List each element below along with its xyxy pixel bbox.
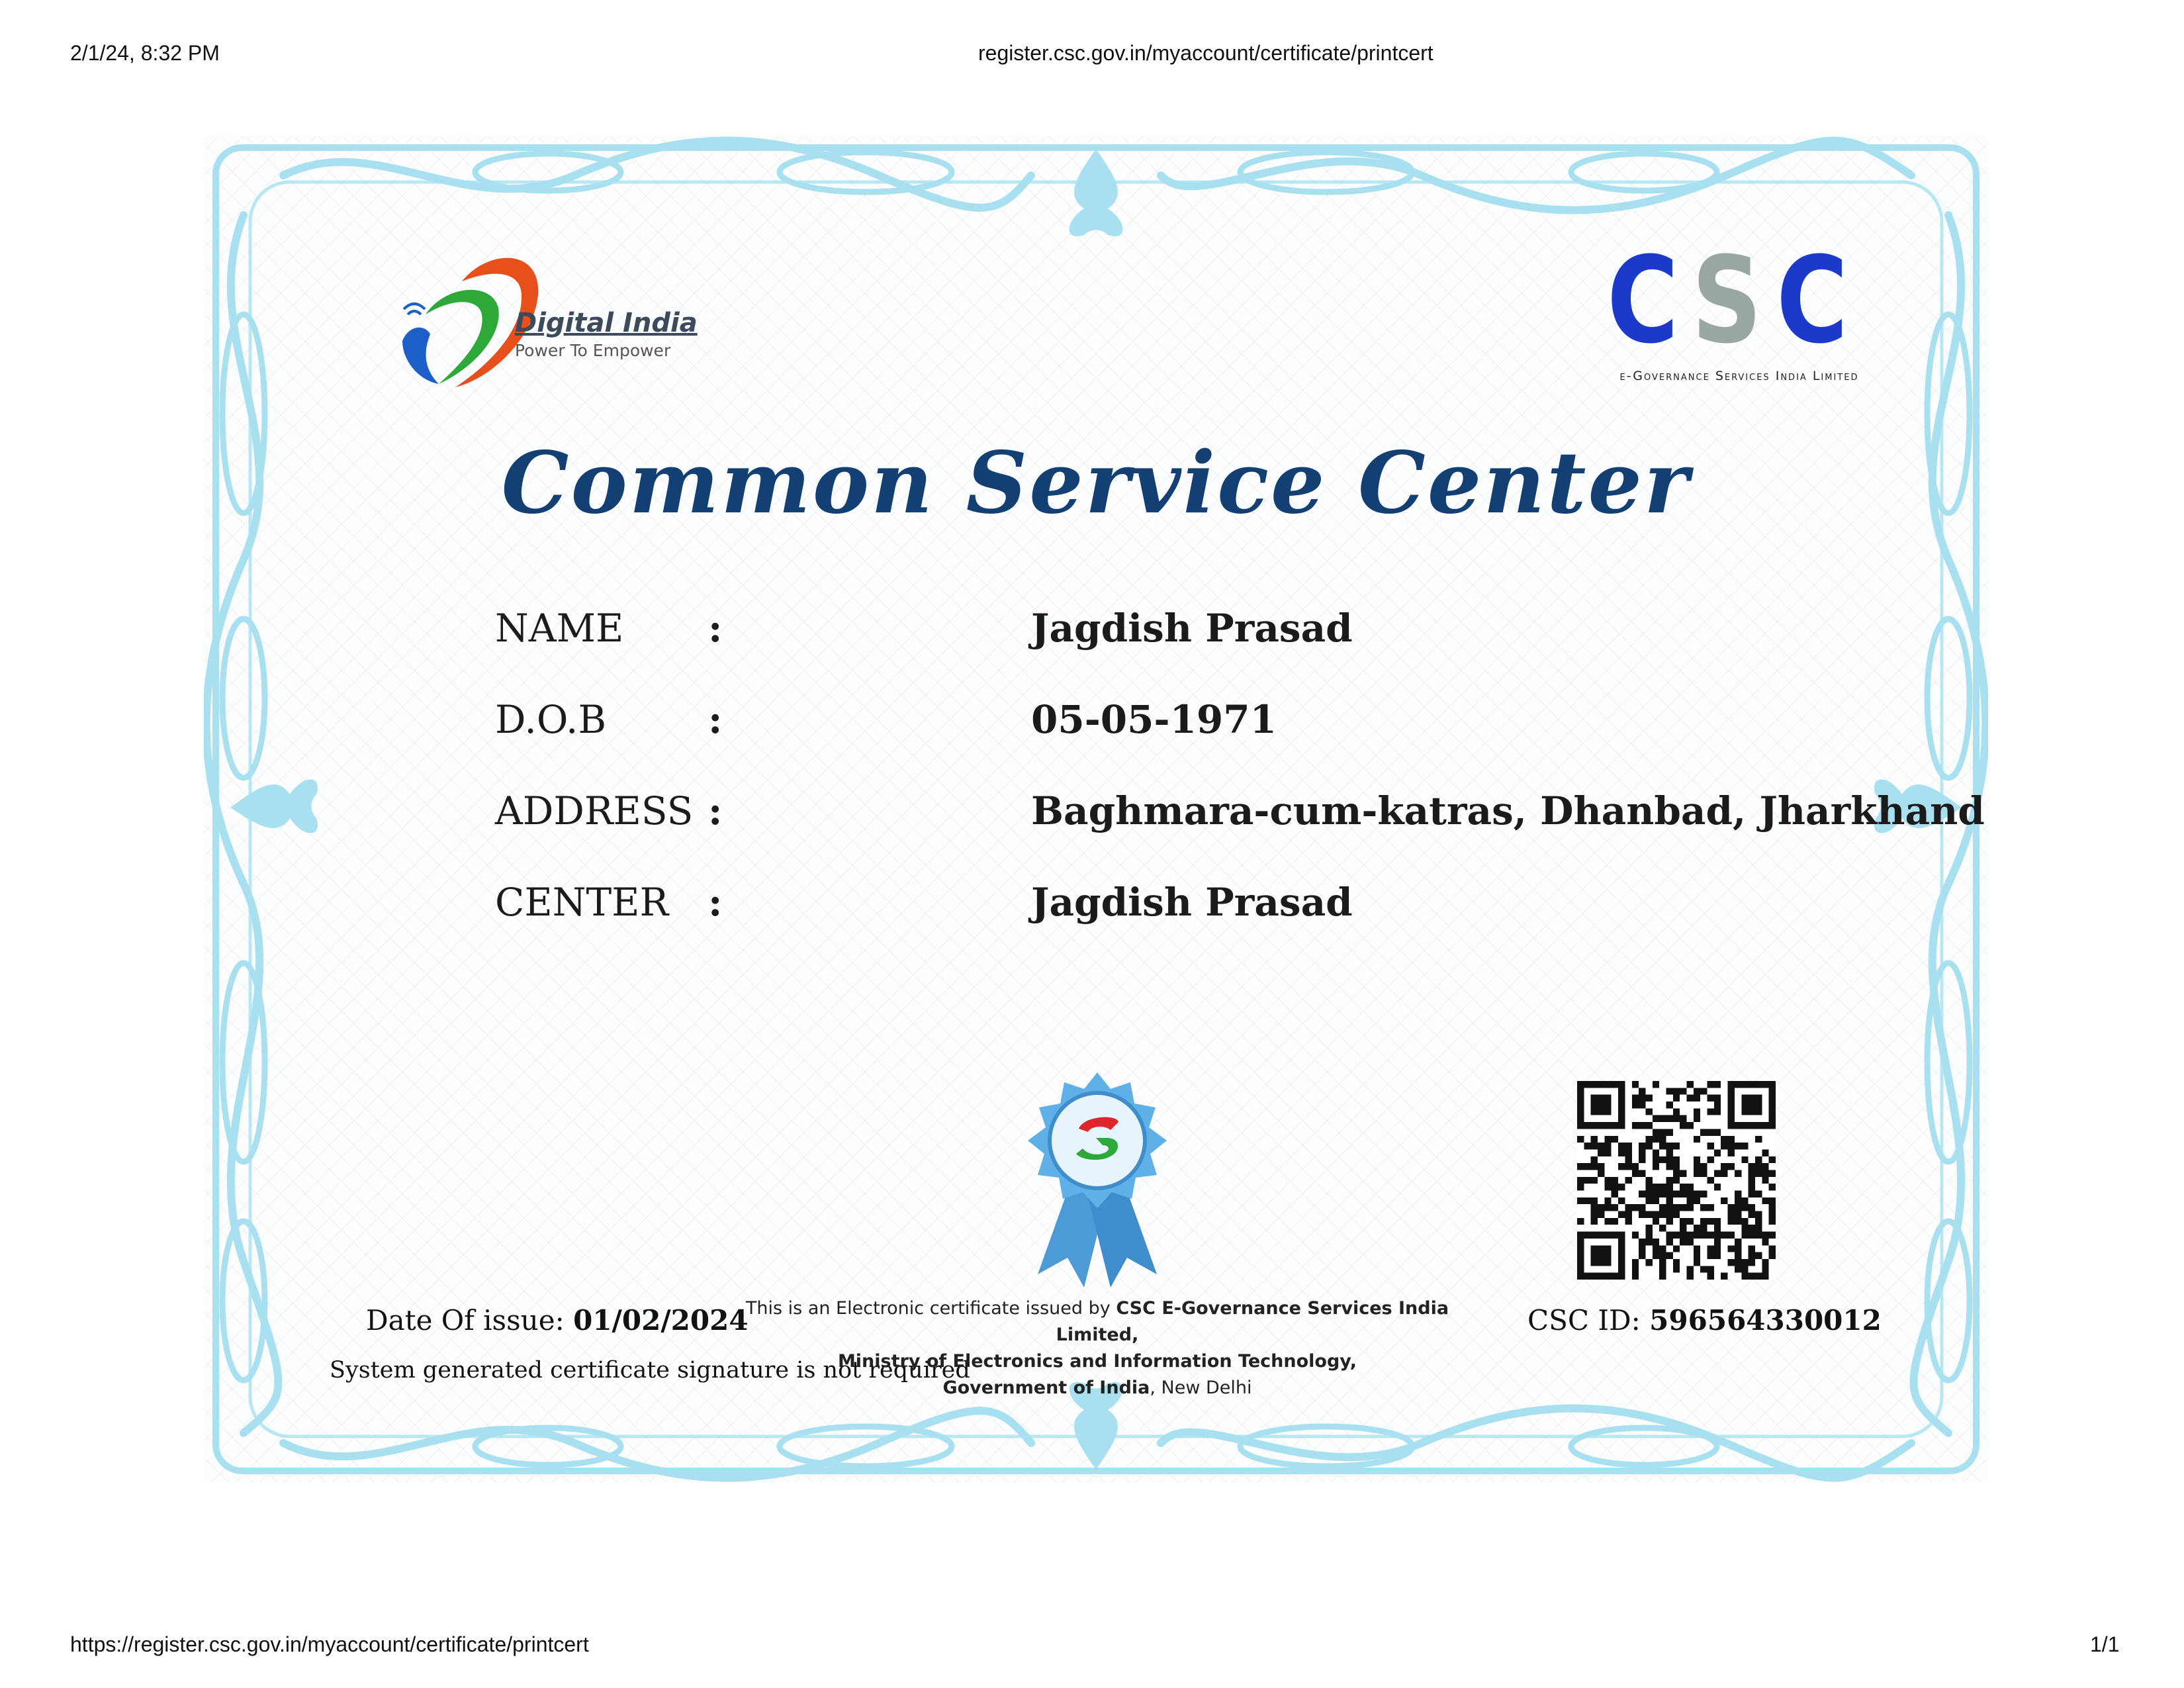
field-colon: : [708, 880, 723, 925]
csc-id-value: 596564330012 [1649, 1304, 1882, 1336]
page-number: 1/1 [2090, 1632, 2120, 1656]
issuer-line2-bold: Ministry of Electronics and Information Technology, [837, 1351, 1357, 1372]
csc-logo [1567, 232, 1911, 383]
field-value: Baghmara-cum-katras, Dhanbad, Jharkhand [1031, 788, 1985, 833]
csc-letter: S [1692, 232, 1762, 370]
field-colon: : [708, 697, 723, 742]
issuer-line1-bold: CSC E-Governance Services India Limited, [1056, 1298, 1449, 1345]
issuer-statement [733, 1295, 1461, 1401]
print-header-url: register.csc.gov.in/myaccount/certificate/printcert [978, 41, 1433, 65]
field-label: D.O.B [495, 697, 607, 742]
issuer-line1-prefix: This is an Electronic certificate issued by [745, 1298, 1111, 1319]
issue-date-label: Date Of issue: [366, 1304, 565, 1336]
csc-id-label: CSC ID: [1527, 1304, 1641, 1336]
digital-india-title: Digital India [515, 308, 698, 338]
issue-date [366, 1304, 749, 1336]
field-colon: : [708, 606, 723, 651]
csc-id [1527, 1304, 1882, 1336]
seal-rosette-icon [1018, 1069, 1177, 1288]
field-value: Jagdish Prasad [1031, 606, 1353, 651]
field-value: Jagdish Prasad [1031, 880, 1353, 925]
csc-letter: C [1607, 232, 1679, 370]
print-datetime: 2/1/24, 8:32 PM [70, 41, 220, 65]
certificate-title: Common Service Center [501, 434, 1691, 533]
field-label: NAME [495, 606, 624, 651]
field-value: 05-05-1971 [1031, 697, 1277, 742]
print-footer-url: https://register.csc.gov.in/myaccount/certificate/printcert [70, 1632, 589, 1656]
digital-india-tagline: Power To Empower [515, 341, 671, 360]
issuer-line3-suffix: , New Delhi [1150, 1378, 1252, 1398]
csc-subtitle: e-Governance Services India Limited [1619, 369, 1859, 383]
csc-letters [1607, 232, 1856, 370]
issuer-line3-bold: Government of India [942, 1378, 1150, 1398]
field-label: ADDRESS [495, 788, 694, 833]
issue-date-value: 01/02/2024 [573, 1304, 749, 1336]
csc-letter: C [1776, 232, 1848, 370]
certificate [204, 136, 1988, 1483]
qr-code [1577, 1081, 1776, 1280]
field-colon: : [708, 788, 723, 833]
signature-note: System generated certificate signature is not required [330, 1357, 970, 1383]
field-label: CENTER [495, 880, 669, 925]
